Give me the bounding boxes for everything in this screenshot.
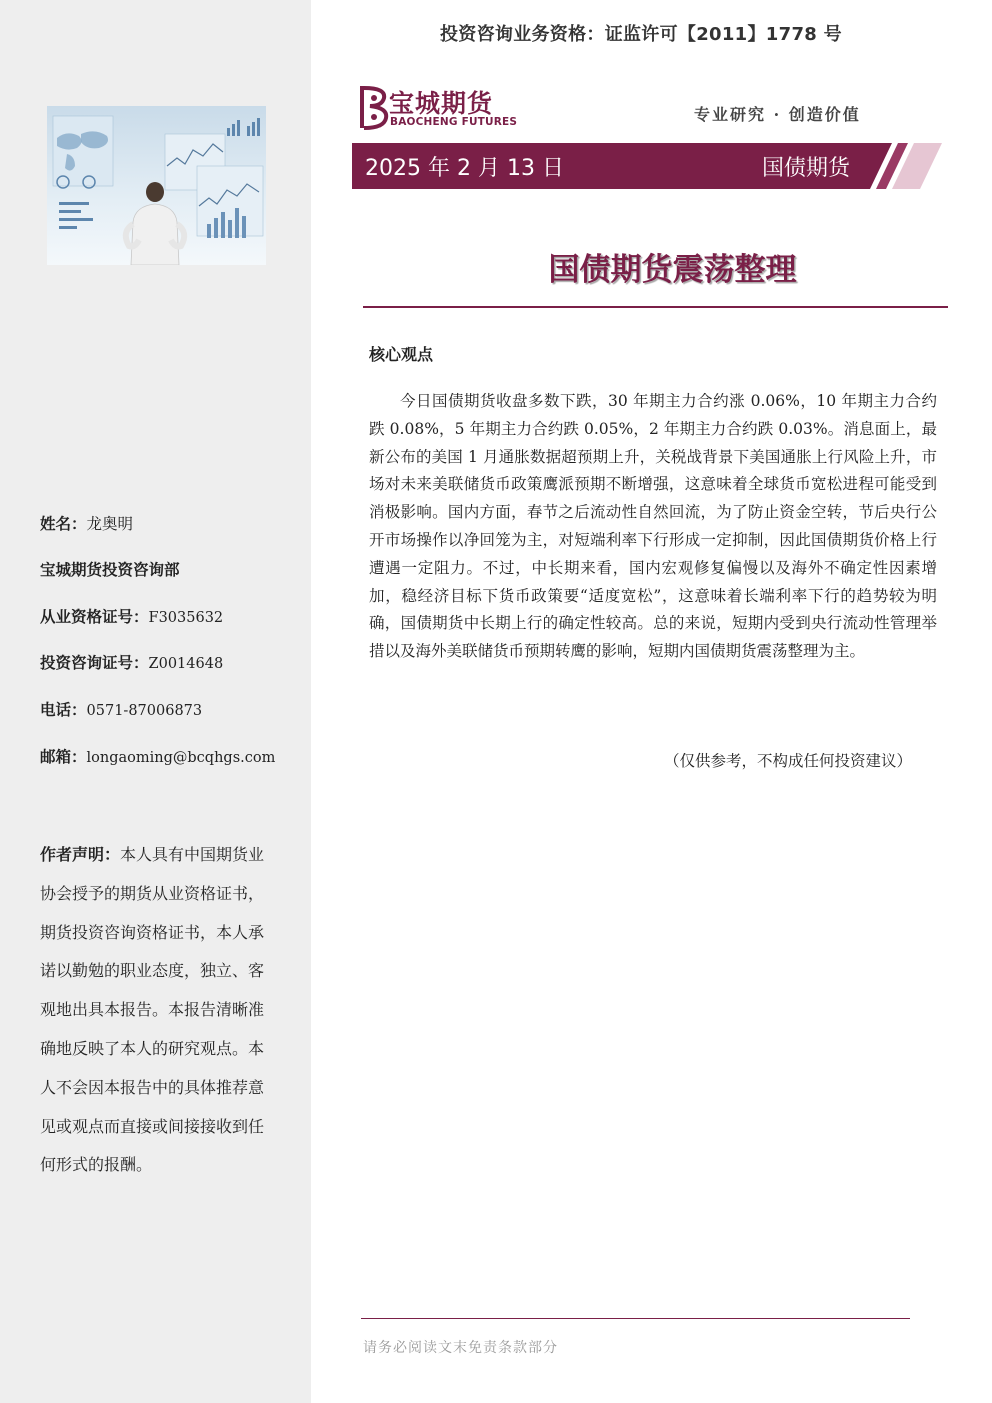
invest-cert-number: Z0014648 — [148, 656, 224, 672]
author-statement — [40, 836, 272, 1185]
analyst-qualification — [40, 605, 223, 627]
footer-notice: 请务必阅读文末免责条款部分 — [363, 1340, 558, 1356]
author-statement-label: 作者声明： — [40, 845, 121, 864]
analyst-name-label: 姓名： — [40, 515, 87, 533]
hero-image — [47, 106, 266, 265]
logo-english-name: BAOCHENG FUTURES — [390, 116, 518, 128]
analyst-invest-cert — [40, 651, 223, 673]
title-divider — [363, 306, 948, 308]
footer-divider — [361, 1318, 910, 1319]
phone-value: 0571-87006873 — [86, 703, 203, 719]
qualification-label: 从业资格证号： — [40, 608, 149, 626]
businessman-charts-illustration — [47, 106, 266, 265]
email-label: 邮箱： — [40, 748, 87, 766]
sidebar — [0, 0, 311, 1403]
logo-mark-icon — [356, 84, 390, 130]
email-value: longaoming@bcqhgs.com — [86, 750, 276, 766]
phone-label: 电话： — [40, 701, 87, 719]
report-category: 国债期货 — [762, 156, 851, 181]
license-line: 投资咨询业务资格：证监许可【2011】1778 号 — [440, 24, 842, 45]
report-title: 国债期货震荡整理 — [548, 252, 797, 288]
author-statement-text: 本人具有中国期货业协会授予的期货从业资格证书，期货投资咨询资格证书，本人承诺以勤勉的职业态度，独立、客观地出具本报告。本报告清晰准确地反映了本人的研究观点。本人不会因本报告中的具体推荐意见或观点而直接或间接接收到任何形式的报酬。 — [40, 845, 265, 1175]
analyst-phone — [40, 698, 202, 720]
core-view-heading: 核心观点 — [369, 345, 434, 364]
analyst-department-value: 宝城期货投资咨询部 — [40, 561, 180, 579]
company-logo — [356, 84, 526, 134]
analyst-department — [40, 558, 180, 580]
invest-cert-label: 投资咨询证号： — [40, 654, 149, 672]
logo-chinese-name: 宝城期货 — [389, 89, 494, 118]
core-view-paragraph: 今日国债期货收盘多数下跌，30 年期主力合约涨 0.06%，10 年期主力合约跌 0.08%，5 年期主力合约跌 0.05%，2 年期主力合约跌 0.03%。消息面上，最新公布的美国 1 月通胀数据超预期上升，关税战背景下美国通胀上行风险上升，市场对未来美联储货币政策鹰派预期不断增强，这意味着全球货币宽松进程可能受到消极影响。国内方面，春节之后流动性自然回流，为了防止资金空转，节后央行公开市场操作以净回笼为主，对短端利率下行形成一定抑制，因此国债期货价格上行遭遇一定阻力。不过，中长期来看，国内宏观修复偏慢以及海外不确定性因素增加，稳经济目标下货币政策要“适度宽松”，这意味着长端利率下行的趋势较为明确，国债期货中长期上行的确定性较高。总的来说，短期内受到央行流动性管理举措以及海外美联储货币预期转鹰的影响，短期内国债期货震荡整理为主。 — [369, 392, 937, 661]
analyst-name-value: 龙奥明 — [86, 515, 134, 533]
slogan: 专业研究 · 创造价值 — [694, 105, 861, 124]
report-date: 2025 年 2 月 13 日 — [365, 156, 564, 181]
analyst-name — [40, 512, 133, 534]
reference-disclaimer: （仅供参考，不构成任何投资建议） — [664, 752, 913, 770]
qualification-number: F3035632 — [148, 610, 224, 626]
analyst-email — [40, 745, 275, 767]
